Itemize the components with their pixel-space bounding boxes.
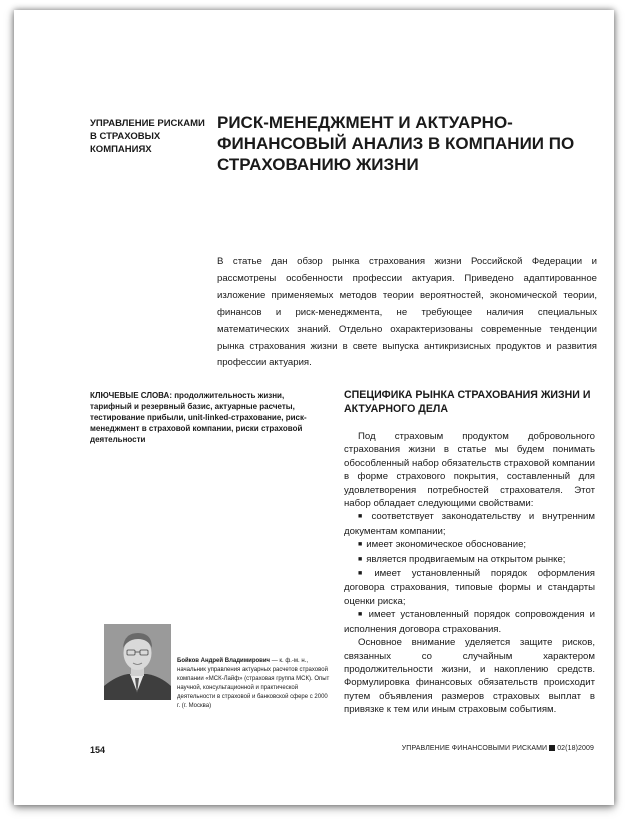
keywords: КЛЮЧЕВЫЕ СЛОВА: продолжительность жизни, тарифный и резервный базис, актуарные расчеты, тестирование прибыли, unit-linked-страхование, риск-менеджмент в страховой компании, риски страховой деятельности: [90, 391, 307, 444]
page-number: 154: [90, 745, 106, 755]
abstract: В статье дан обзор рынка страхования жизни Российской Федерации и рассмотрены особенности профессии актуария. Приведено адаптированное изложение применяемых методов теории вероятностей, экономической теории, финансов и риск-менеджмента, не требующее наличия специальных математических знаний. Отдельно охарактеризованы современные тенденции рынка страхования жизни в свете выпуска антикризисных продуктов и развития профессии актуария.: [217, 256, 597, 369]
author-photo: [104, 624, 171, 700]
author-portrait: [104, 624, 171, 700]
bullet-square-icon: ■: [358, 555, 363, 563]
section-heading: СПЕЦИФИКА РЫНКА СТРАХОВАНИЯ ЖИЗНИ И АКТУАРНОГО ДЕЛА: [344, 389, 591, 415]
bullet-square-icon: ■: [358, 611, 365, 619]
list-item: [344, 608, 595, 636]
section-label: УПРАВЛЕНИЕ РИСКАМИ В СТРАХОВЫХ КОМПАНИЯХ: [90, 118, 205, 155]
journal-footer: [374, 745, 594, 752]
list-item-text: имеет установленный порядок сопровождения и исполнения договора страхования.: [344, 609, 595, 635]
author-name: Бойков Андрей Владимирович: [177, 658, 271, 664]
article-title: РИСК-МЕНЕДЖМЕНТ И АКТУАРНО-ФИНАНСОВЫЙ АНАЛИЗ В КОМПАНИИ ПО СТРАХОВАНИЮ ЖИЗНИ: [217, 113, 575, 174]
list-item-text: является продвигаемым на открытом рынке;: [366, 553, 566, 565]
list-item: [344, 510, 595, 538]
bullet-square-icon: ■: [358, 513, 368, 521]
list-item-text: имеет экономическое обоснование;: [366, 539, 527, 551]
list-item-text: имеет установленный порядок оформления договора страхования, типовые формы и стандарты оценки риска;: [344, 568, 596, 607]
bullet-square-icon: ■: [358, 541, 363, 549]
intro-paragraph: Под страховым продуктом добровольного страхования жизни в статье мы будем понимать обособленный набор обязательств страховой компании в форме страхового покрытия, составленный для удовлетворения потребностей страхователя. Этот набор обладает следующими свойствами:: [344, 431, 595, 510]
footer-square-icon: [549, 745, 555, 751]
bullet-square-icon: ■: [358, 570, 371, 578]
closing-paragraph: Основное внимание уделяется защите рисков, связанных со случайным характером продолжительности жизни, и накоплению средств. Формулировка финансовых обязательств происходит путем объявления размеров страховых выплат в привязке к тем или иным страховым событиям.: [344, 637, 595, 716]
journal-issue: 02(18)2009: [557, 745, 594, 752]
list-item: [344, 553, 595, 567]
list-item-text: соответствует законодательству и внутренним документам компании;: [344, 511, 595, 537]
list-item: [344, 538, 595, 552]
journal-page: [14, 10, 614, 805]
author-info: [177, 657, 332, 711]
author-bio: — к. ф.-м. н., начальник управления актуарных расчетов страховой компании «МСК-Лайф» (страховая группа МСК). Опыт научной, консультационной и практической деятельности в страховой и банковской сфере с 2000 г. (г. Москва): [177, 658, 330, 709]
list-item: [344, 567, 595, 608]
journal-name: УПРАВЛЕНИЕ ФИНАНСОВЫМИ РИСКАМИ: [401, 745, 548, 752]
article-body: [344, 430, 595, 717]
